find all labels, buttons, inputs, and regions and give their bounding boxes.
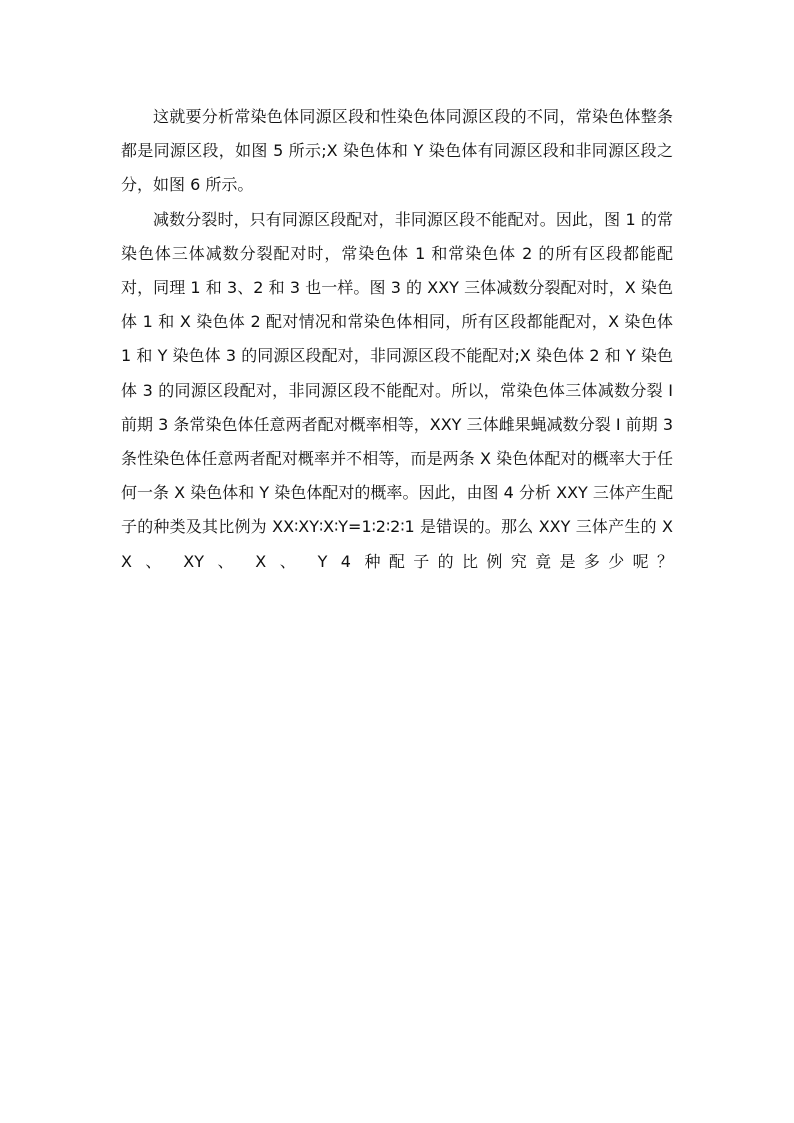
- document-body: [121, 100, 673, 579]
- paragraph-2: 减数分裂时，只有同源区段配对，非同源区段不能配对。因此，图 1 的常染色体三体减数分裂配对时，常染色体 1 和常染色体 2 的所有区段都能配对，同理 1 和 3、2 和 3 也一样。图 3 的 XXY 三体减数分裂配对时，X 染色体 1 和 X 染色体 2 配对情况和常染色体相同，所有区段都能配对，X 染色体 1 和 Y 染色体 3 的同源区段配对，非同源区段不能配对;X 染色体 2 和 Y 染色体 3 的同源区段配对，非同源区段不能配对。所以，常染色体三体减数分裂 I 前期 3 条常染色体任意两者配对概率相等，XXY 三体雌果蝇减数分裂 I 前期 3 条性染色体任意两者配对概率并不相等，而是两条 X 染色体配对的概率大于任何一条 X 染色体和 Y 染色体配对的概率。因此，由图 4 分析 XXY 三体产生配子的种类及其比例为 XX∶XY∶X∶Y=1∶2∶2∶1 是错误的。那么 XXY 三体产生的 XX 、 XY 、 X 、 Y 4 种配子的比例究竟是多少呢？: [121, 209, 673, 571]
- paragraph-1: 这就要分析常染色体同源区段和性染色体同源区段的不同，常染色体整条都是同源区段，如图 5 所示;X 染色体和 Y 染色体有同源区段和非同源区段之分，如图 6 所示。: [121, 107, 673, 195]
